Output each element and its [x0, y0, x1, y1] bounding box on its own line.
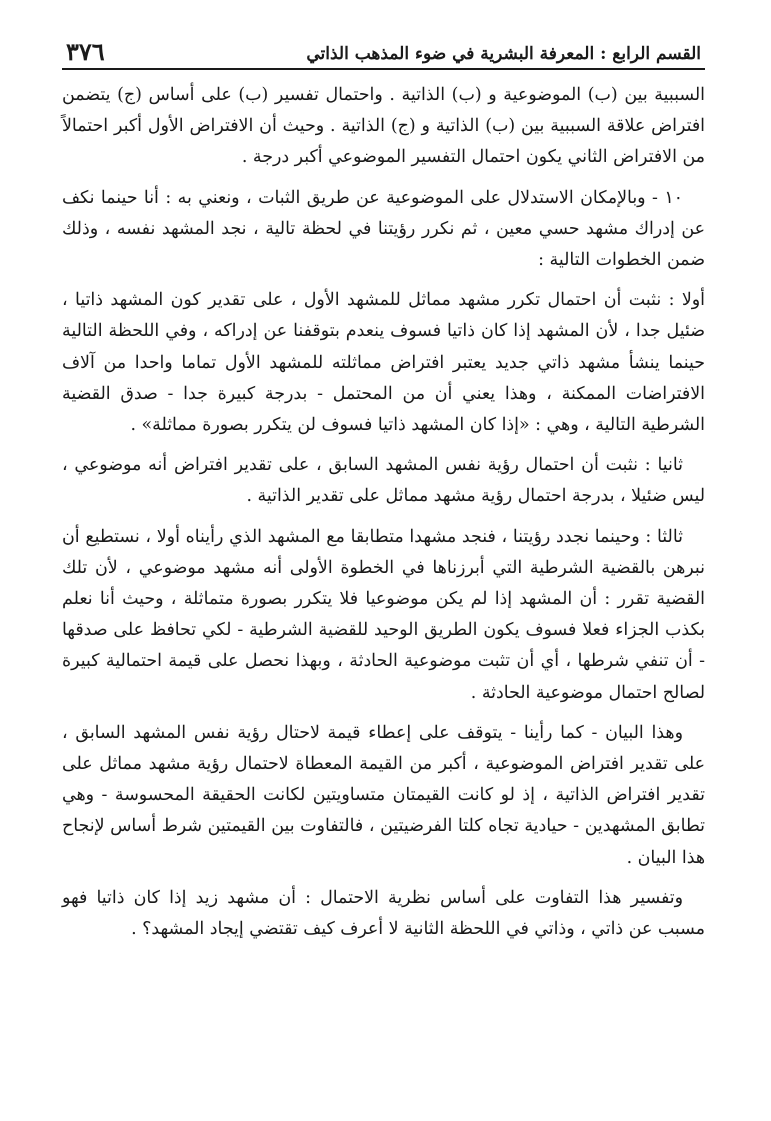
paragraph-continuation: السببية بين (ب) الموضوعية و (ب) الذاتية . واحتمال تفسير (ب) على أساس (ج) يتضمن افتراض علاقة السببية بين (ب) الذاتية و (ج) الذاتية . وحيث أن الافتراض الأول أكبر احتمالاً من الافتراض الثاني يكون احتمال التفسير الموضوعي أكبر درجة .	[62, 85, 705, 168]
header-title: القسم الرابع : المعرفة البشرية في ضوء المذهب الذاتي	[306, 44, 701, 64]
paragraph-interpretation: وتفسير هذا التفاوت على أساس نظرية الاحتمال : أن مشهد زيد إذا كان ذاتيا فهو مسبب عن ذاتي ، وذاتي في اللحظة الثانية لا أعرف كيف تقتضي إيجاد المشهد؟ .	[62, 887, 705, 940]
paragraph-explanation: وهذا البيان - كما رأينا - يتوقف على إعطاء قيمة لاحتال رؤية نفس المشهد السابق ، على تقدير افتراض الموضوعية ، أكبر من القيمة المعطاة لاحتمال رؤية مشهد مماثل على تقدير افتراض الذاتية ، إذ لو كانت القيمتان متساويتين لكانت الحقيقة المحسوسة - وهي تطابق المشهدين - حيادية تجاه كلتا الفرضيتين ، فالتفاوت بين القيمتين شرط أساس لإنجاح هذا البيان .	[62, 722, 705, 868]
paragraph-second-step: ثانيا : نثبت أن احتمال رؤية نفس المشهد السابق ، على تقدير افتراض أنه موضوعي ، ليس ضئيلا ، بدرجة احتمال رؤية مشهد مماثل على تقدير الذاتية .	[62, 455, 705, 507]
paragraph-point-10: ١٠ - وبالإمكان الاستدلال على الموضوعية عن طريق الثبات ، ونعني به : أنا حينما نكف عن إدراك مشهد حسي معين ، ثم نكرر رؤيتنا في لحظة تالية ، نجد المشهد نفسه ، وذلك ضمن الخطوات التالية :	[62, 187, 705, 271]
paragraph-first-step: أولا : نثبت أن احتمال تكرر مشهد مماثل للمشهد الأول ، على تقدير كون المشهد ذاتيا ، ضئيل جدا ، لأن المشهد إذا كان ذاتيا فسوف ينعدم بتوقفنا عن إدراكه ، وفي اللحظة التالية حينما ينشأ مشهد ذاتي جديد يعتبر افتراض مماثلته للمشهد الأول تماما واحدا من آلاف الافتراضات الممكنة ، وهذا يعني أن من المحتمل - بدرجة كبيرة جدا - صدق القضية الشرطية التالية ، وهي : «إذا كان المشهد ذاتيا فسوف لن يتكرر بصورة مماثلة» .	[62, 290, 705, 436]
page-body	[62, 80, 705, 945]
page-number: ٣٧٦	[66, 37, 105, 66]
running-header	[62, 37, 705, 70]
paragraph-third-step: ثالثا : وحينما نجدد رؤيتنا ، فنجد مشهدا متطابقا مع المشهد الذي رأيناه أولا ، نستطيع أن نبرهن بالقضية الشرطية التي أبرزناها في الخطوة الأولى أنه مشهد موضوعي ، لأن تلك القضية تقرر : أن المشهد إذا لم يكن موضوعيا فلا يتكرر بصورة متماثلة ، وحيث أنا نعلم بكذب الجزاء فعلا فسوف يكون الطريق الوحيد للقضية الشرطية - لكي تحافظ على صدقها - أن تنفي شرطها ، أي أن تثبت موضوعية الحادثة ، وبهذا نحصل على قيمة احتمالية كبيرة لصالح احتمال موضوعية الحادثة .	[62, 526, 705, 703]
